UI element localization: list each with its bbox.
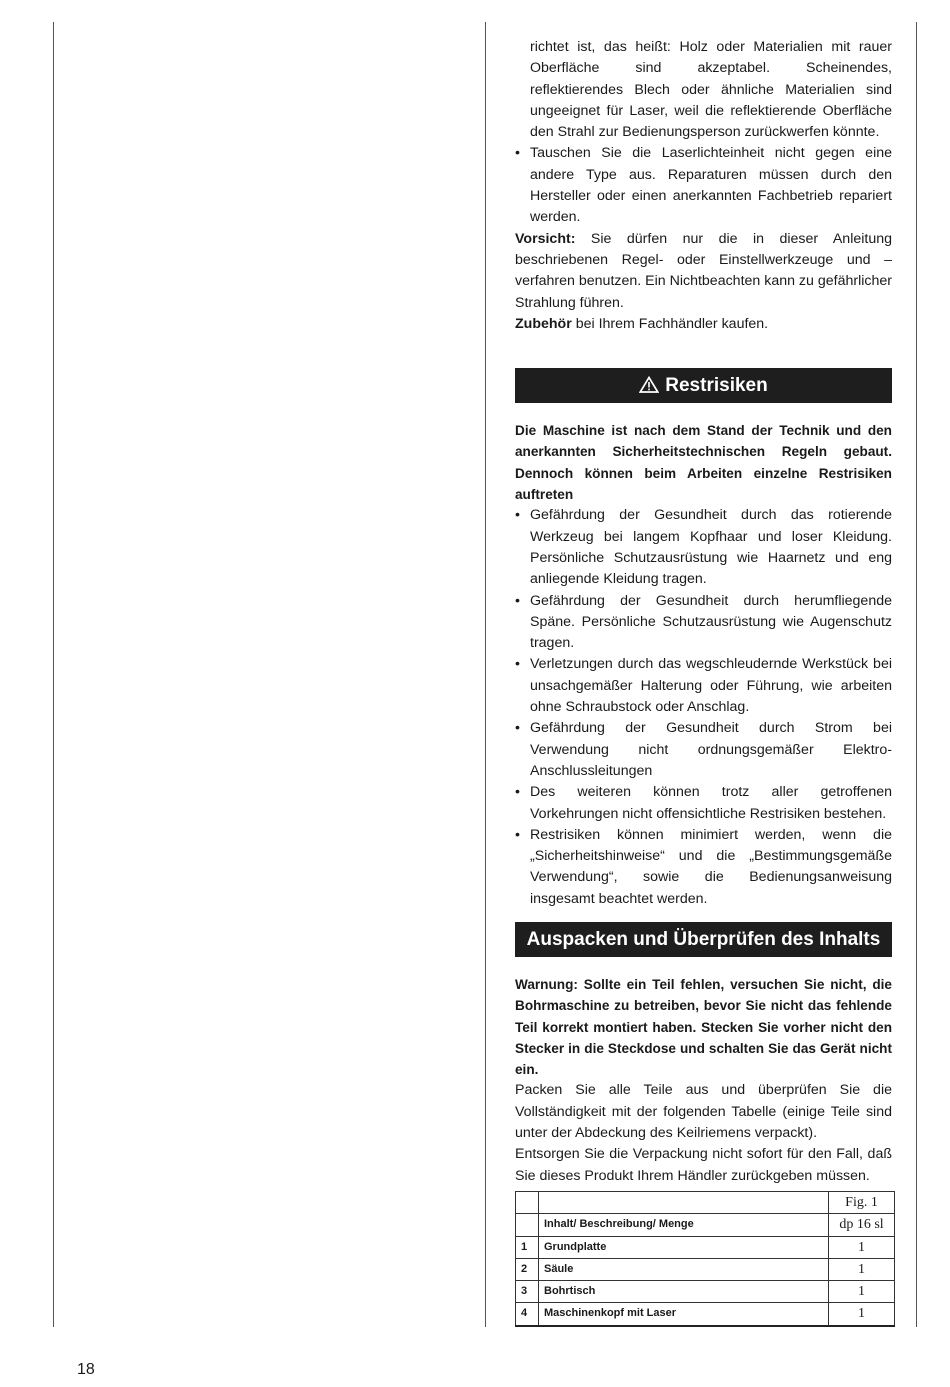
- auspacken-title: Auspacken und Überprüfen des Inhalts: [526, 928, 881, 950]
- model-label: dp 16 sl: [829, 1214, 895, 1236]
- auspacken-heading: [515, 922, 892, 957]
- warning-triangle-icon: [639, 376, 659, 393]
- fig-label: Fig. 1: [829, 1191, 895, 1213]
- part-name: Maschinenkopf mit Laser: [539, 1303, 829, 1326]
- description-header: Inhalt/ Beschreibung/ Menge: [539, 1214, 829, 1236]
- accessory-paragraph: [515, 314, 892, 335]
- page-number: 18: [77, 1361, 95, 1378]
- contents-table: [515, 1191, 895, 1327]
- restrisiken-lead: Die Maschine ist nach dem Stand der Technik und den anerkannten Sicherheitstechnischen Regeln gebaut. Dennoch können beim Arbeiten einzelne Restrisiken auftreten: [515, 423, 892, 503]
- right-margin-rule: [916, 22, 917, 1327]
- disposal-paragraph: Entsorgen Sie die Verpackung nicht sofort für den Fall, daß Sie dieses Produkt Ihrem Händler zurückgeben müssen.: [515, 1146, 892, 1184]
- list-item: • Verletzungen durch das wegschleudernde Werkstück bei unsachgemäßer Halterung oder Führung, wie arbeiten ohne Schraubstock oder Anschlag.: [515, 654, 892, 718]
- row-number: 1: [516, 1236, 539, 1258]
- list-item: • Gefährdung der Gesundheit durch Strom bei Verwendung nicht ordnungsgemäßer Elektro-Anschlussleitungen: [515, 718, 892, 782]
- part-quantity: 1: [829, 1236, 895, 1258]
- list-item: • Gefährdung der Gesundheit durch herumfliegende Späne. Persönliche Schutzausrüstung wie Augenschutz tragen.: [515, 591, 892, 655]
- caution-paragraph: [515, 229, 892, 314]
- auspacken-paragraph: Packen Sie alle Teile aus und überprüfen Sie die Vollständigkeit mit der folgenden Tabelle (einige Teile sind unter der Abdeckung des Keilriemens verpackt).: [515, 1082, 892, 1142]
- restrisiken-heading: [515, 368, 892, 403]
- table-row: [516, 1191, 895, 1213]
- continued-paragraph: richtet ist, das heißt: Holz oder Materialien mit rauer Oberfläche sind akzeptabel. Scheinendes, reflektierendes Blech oder ähnliche Materialien sind ungeeignet für Laser, weil die reflektierende Oberfläche den Strahl zur Bedienungsperson zurückwerfen könnte.: [530, 39, 892, 141]
- list-item: • Des weiteren können trotz aller getroffenen Vorkehrungen nicht offensichtliche Restrisiken bestehen.: [515, 782, 892, 825]
- laser-bullet-list: [515, 143, 892, 228]
- row-number: 4: [516, 1303, 539, 1326]
- left-margin-rule: [53, 22, 54, 1327]
- table-row: [516, 1258, 895, 1280]
- restrisiken-list: [515, 505, 892, 910]
- row-number: 3: [516, 1281, 539, 1303]
- part-name: Säule: [539, 1258, 829, 1280]
- table-row: [516, 1303, 895, 1326]
- column-divider-rule: [485, 22, 486, 1327]
- accessory-text: bei Ihrem Fachhändler kaufen.: [571, 315, 769, 332]
- part-name: Bohrtisch: [539, 1281, 829, 1303]
- table-row: [516, 1281, 895, 1303]
- table-row: [516, 1214, 895, 1236]
- accessory-label: Zubehör: [515, 315, 572, 332]
- part-name: Grundplatte: [539, 1236, 829, 1258]
- list-item: • Tauschen Sie die Laserlichteinheit nicht gegen eine andere Type aus. Reparaturen müssen durch den Hersteller oder einen anerkannten Fachbetrieb repariert werden.: [515, 143, 892, 228]
- row-number: 2: [516, 1258, 539, 1280]
- caution-text: Sie dürfen nur die in dieser Anleitung beschriebenen Regel- oder Einstellwerkzeuge und –verfahren benutzen. Ein Nichtbeachten kann zu gefährlicher Strahlung führen.: [515, 230, 892, 311]
- part-quantity: 1: [829, 1303, 895, 1326]
- list-item: • Restrisiken können minimiert werden, wenn die „Sicherheitshinweise“ und die „Bestimmungsgemäße Verwendung“, sowie die Bedienungsanweisung insgesamt beachtet werden.: [515, 825, 892, 910]
- list-item: • Gefährdung der Gesundheit durch das rotierende Werkzeug bei langem Kopfhaar und loser Kleidung. Persönliche Schutzausrüstung wie Haarnetz und eng anliegende Kleidung tragen.: [515, 505, 892, 590]
- auspacken-warning: Warnung: Sollte ein Teil fehlen, versuchen Sie nicht, die Bohrmaschine zu betreiben, bevor Sie nicht das fehlende Teil korrekt montiert haben. Stecken Sie vorher nicht den Stecker in die Steckdose und schalten Sie das Gerät nicht ein.: [515, 976, 892, 1078]
- part-quantity: 1: [829, 1281, 895, 1303]
- restrisiken-title: Restrisiken: [665, 375, 768, 397]
- caution-label: Vorsicht:: [515, 230, 576, 247]
- table-row: [516, 1236, 895, 1258]
- right-column: [515, 37, 892, 1327]
- part-quantity: 1: [829, 1258, 895, 1280]
